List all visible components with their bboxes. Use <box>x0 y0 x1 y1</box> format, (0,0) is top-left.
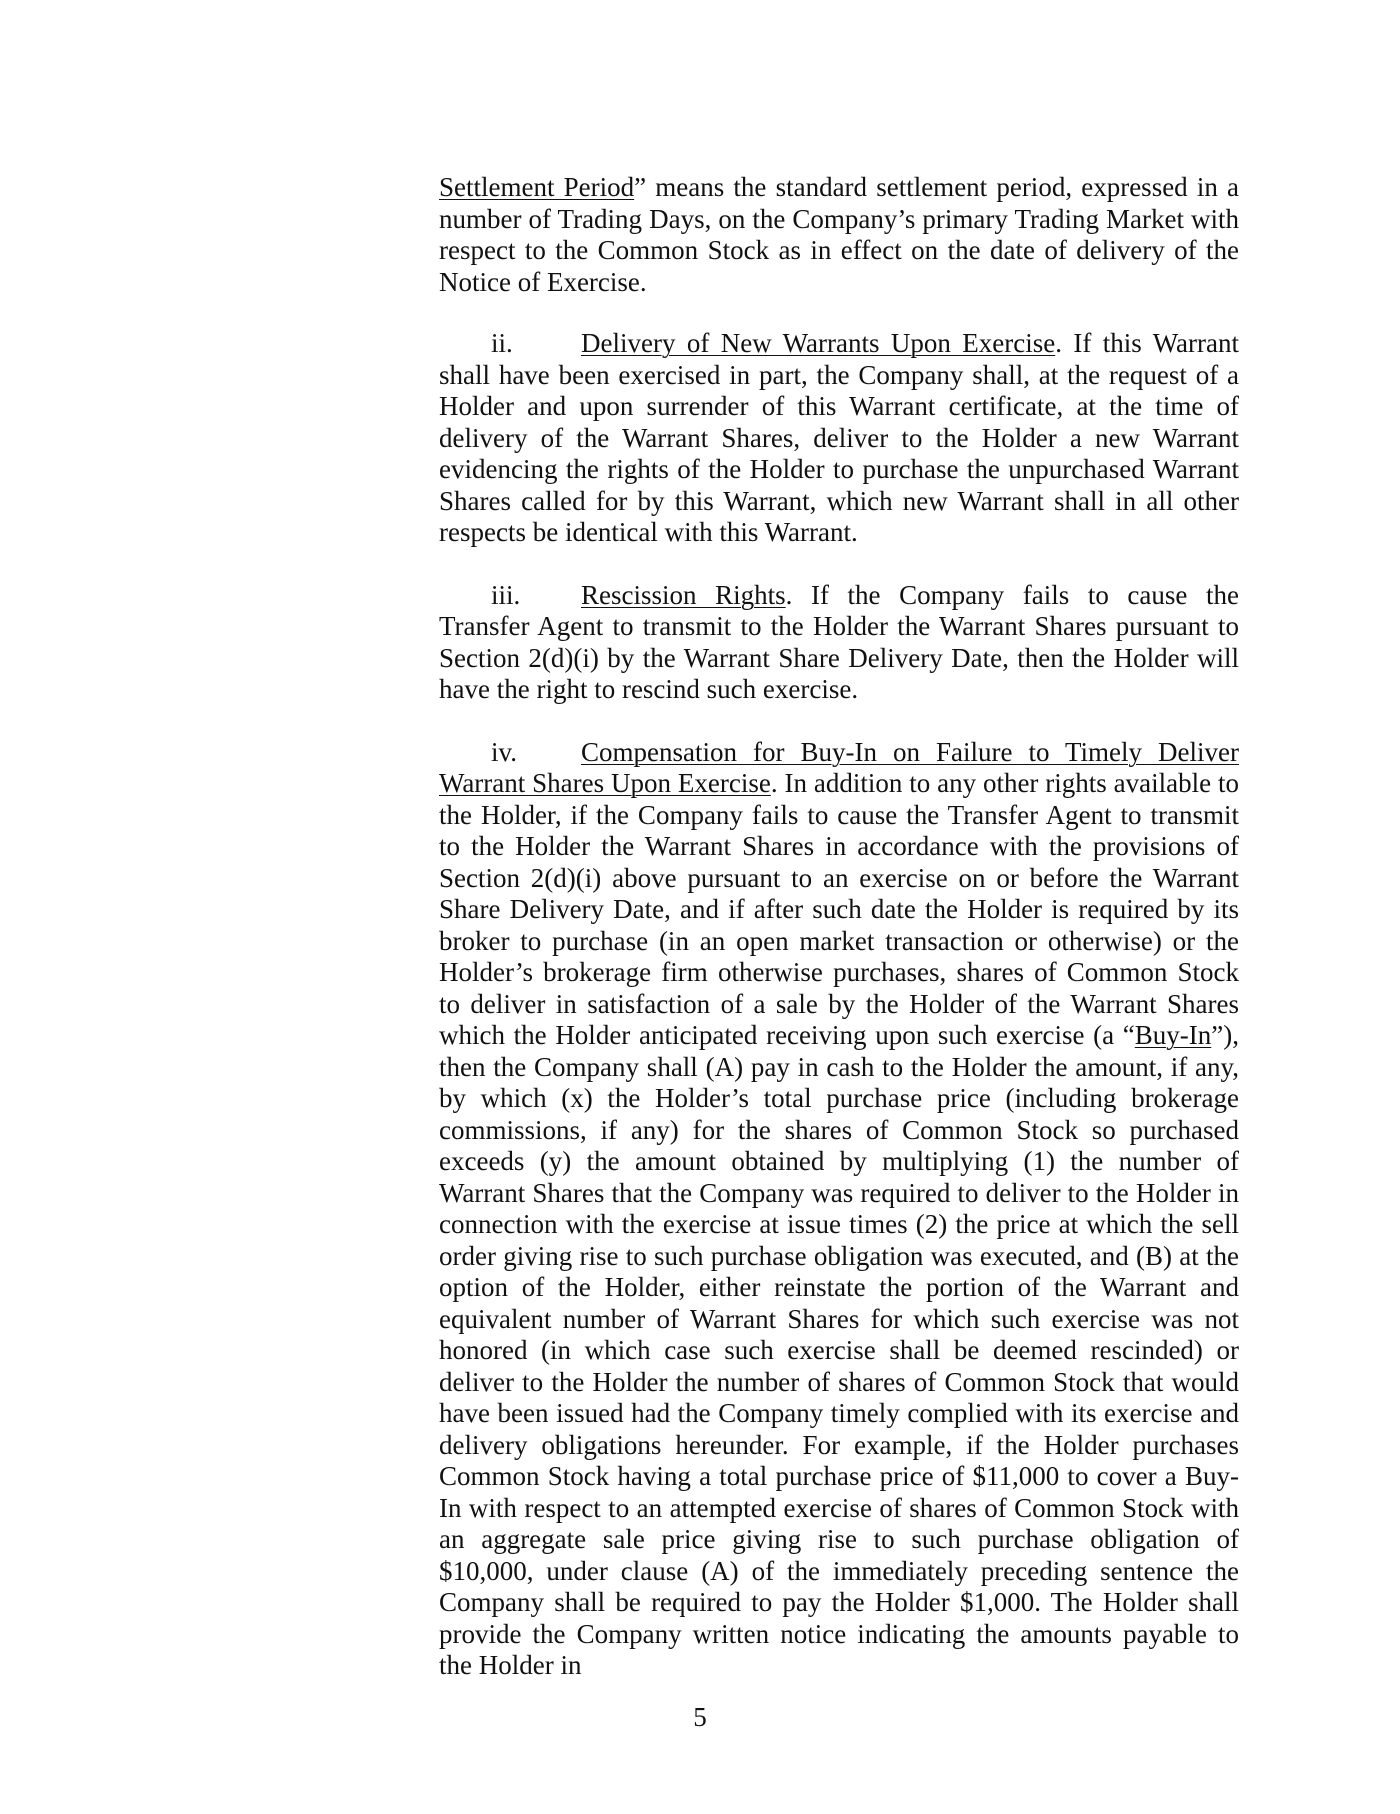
section-iv-number: iv. <box>491 736 517 767</box>
settlement-period-text: ” means the standard settlement period, expressed in a number of Trading Days, on the Company’s primary Trading Market with respect to the Common Stock as in effect on the date of delivery of the Notice of Exercise. <box>439 172 1239 297</box>
section-iv-paragraph <box>439 737 1239 1682</box>
section-iii-heading: Rescission Rights <box>581 579 786 610</box>
section-ii-heading: Delivery of New Warrants Upon Exercise <box>581 328 1056 358</box>
settlement-period-term: Settlement Period <box>439 172 635 202</box>
buy-in-term: Buy-In <box>1134 1020 1212 1050</box>
page-number: 5 <box>693 1702 707 1732</box>
section-iv-text-b: ”), then the Company shall (A) pay in cash to the Holder the amount, if any, by which (x) the Holder’s total purchase price (including brokerage commissions, if any) for the shares of Common Stock so purchased exceeds (y) the amount obtained by multiplying (1) the number of Warrant Shares that the Company was required to deliver to the Holder in connection with the exercise at issue times (2) the price at which the sell order giving rise to such purchase obligation was executed, and (B) at the option of the Holder, either reinstate the portion of the Warrant and equivalent number of Warrant Shares for which such exercise was not honored (in which case such exercise shall be deemed rescinded) or deliver to the Holder the number of shares of Common Stock that would have been issued had the Company timely complied with its exercise and delivery obligations hereunder. For example, if the Holder purchases Common Stock having a total purchase price of $11,000 to cover a Buy-In with respect to an attempted exercise of shares of Common Stock with an aggregate sale price giving rise to such purchase obligation of $10,000, under clause (A) of the immediately preceding sentence the Company shall be required to pay the Holder $1,000. The Holder shall provide the Company written notice indicating the amounts payable to the Holder in <box>439 1020 1239 1680</box>
document-body <box>439 172 1239 1713</box>
section-ii-text: . If this Warrant shall have been exercised in part, the Company shall, at the request of a Holder and upon surrender of this Warrant certificate, at the time of delivery of the Warrant Shares, deliver to the Holder a new Warrant evidencing the rights of the Holder to purchase the unpurchased Warrant Shares called for by this Warrant, which new Warrant shall in all other respects be identical with this Warrant. <box>439 328 1239 547</box>
section-ii-number: ii. <box>491 328 513 358</box>
section-ii-paragraph <box>439 328 1239 549</box>
section-iv-text-a: . In addition to any other rights available to the Holder, if the Company fails to cause the Transfer Agent to transmit to the Holder the Warrant Shares in accordance with the provisions of Section 2(d)(i) above pursuant to an exercise on or before the Warrant Share Delivery Date, and if after such date the Holder is required by its broker to purchase (in an open market transaction or otherwise) or the Holder’s brokerage firm otherwise purchases, shares of Common Stock to deliver in satisfaction of a sale by the Holder of the Warrant Shares which the Holder anticipated receiving upon such exercise (a “ <box>439 768 1240 1050</box>
section-iii-number: iii. <box>491 579 521 610</box>
section-iii-paragraph <box>439 580 1239 706</box>
section-iv-heading: Compensation for Buy-In on Failure to Timely Deliver Warrant Shares Upon Exercise <box>439 736 1239 798</box>
section-iii-text: . If the Company fails to cause the Transfer Agent to transmit to the Holder the Warrant Shares pursuant to Section 2(d)(i) by the Warrant Share Delivery Date, then the Holder will have the right to rescind such exercise. <box>439 579 1239 704</box>
settlement-period-paragraph <box>439 172 1239 298</box>
